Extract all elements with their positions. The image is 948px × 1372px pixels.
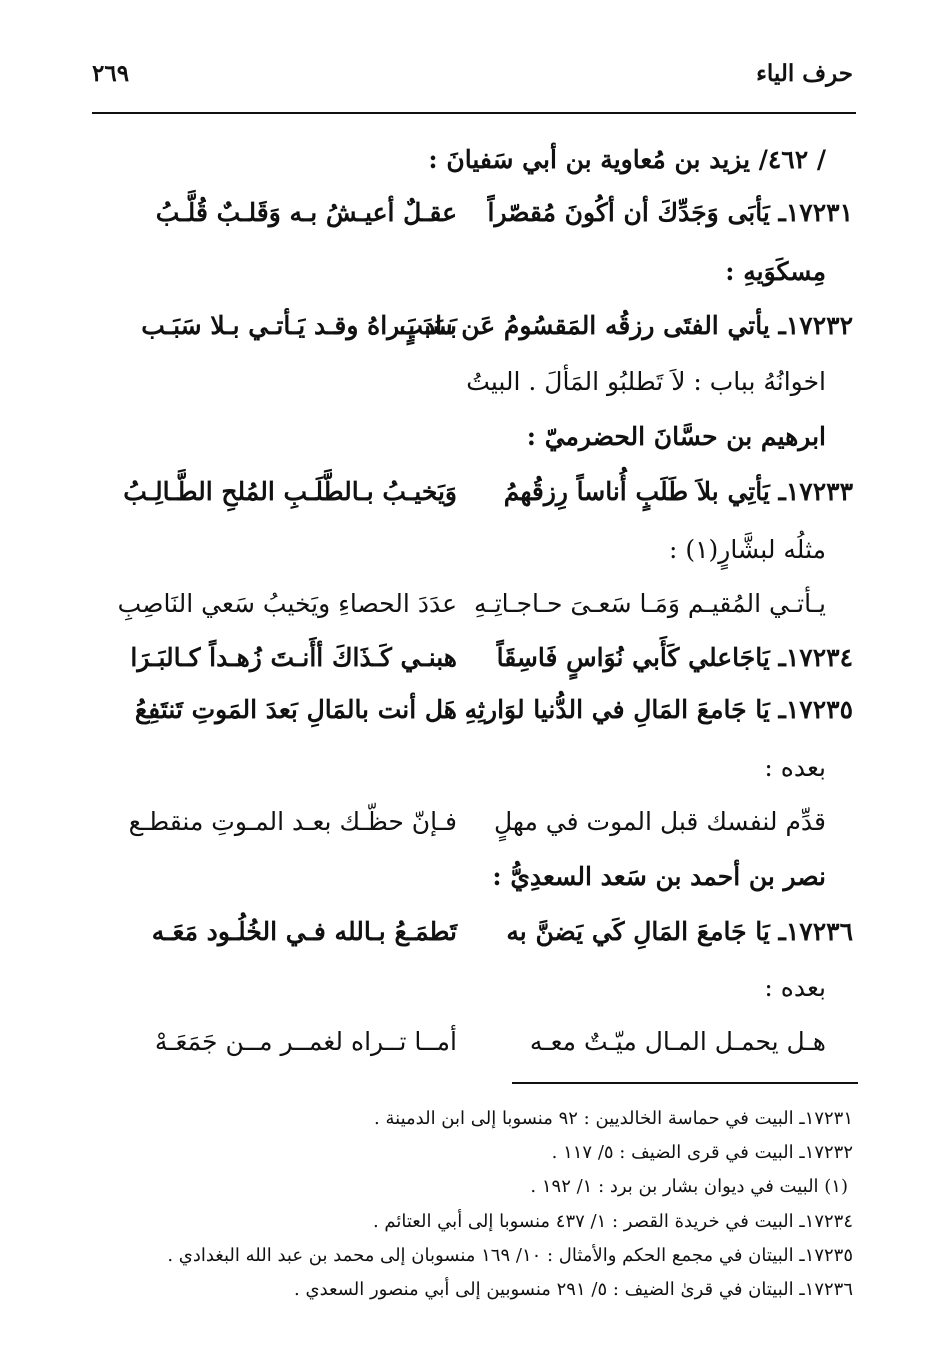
verse-second-hemistich: عدَدَ الحصاءِ ويَخيبُ سَعي النَاصِبِ (117, 589, 457, 618)
verse-line (92, 636, 853, 680)
verse-line (92, 688, 853, 732)
verse-note: بعده : (764, 973, 826, 1002)
verse-second-hemistich: تَطمَـعُ بـالله فـي الخُلُـود مَعَـه (151, 917, 457, 946)
footnote: ١٧٢٣٤ـ البيت في خريدة القصر : ١/ ٤٣٧ منسوبا إلى أبي العتائم . (372, 1211, 853, 1232)
author-heading: نصر بن أحمد بن سَعد السعدِيُّ : (492, 862, 826, 891)
verse-line (92, 304, 853, 348)
author-heading: ابرهيم بن حسَّانَ الحضرميّ : (526, 422, 826, 451)
verse-note: مثلُه لبشَّارٍ(١) : (668, 535, 826, 564)
header-divider (92, 112, 856, 114)
footnote: ١٧٢٣١ـ البيت في حماسة الخالديين : ٩٢ منسوبا إلى ابن الدمينة . (374, 1108, 853, 1129)
verse-line (92, 800, 853, 844)
verse-line (92, 910, 853, 954)
verse-first-hemistich: ١٧٢٣٥ـ يَا جَامعَ المَالِ في الدُّنيا لوَارثِهِ (464, 695, 853, 724)
verse-first-hemistich: ١٧٢٣٦ـ يَا جَامعَ المَالِ كَي يَضنَّ به (506, 917, 853, 946)
verse-second-hemistich: فـإنّ حظّـك بعـد المـوتِ منقطـع (128, 807, 457, 836)
verse-second-hemistich: بَـاد يَـراهُ وقـد يَـأتـي بـلا سَبَـب (141, 311, 457, 340)
verse-second-hemistich: وَيَخيـبُ بـالطَّلَـبِ المُلحِ الطَّـالِـبُ (123, 477, 457, 506)
verse-second-hemistich: أمــا تــراه لغمــر مــن جَمَعَـهْ (154, 1027, 457, 1056)
verse-first-hemistich: يـأتـي المُقيـم وَمَـا سَعـىَ حـاجـاتِـهِ (473, 589, 826, 618)
author-heading: / ٤٦٢/ يزيد بن مُعاوية بن أبي سَفيانَ : (428, 145, 826, 174)
verse-note: اخوانُهُ بباب : لاَ تَطلبُو المَألَ . البيتُ (466, 367, 826, 396)
footnote: ١٧٢٣٥ـ البيتان في مجمع الحكم والأمثال : ١٠/ ١٦٩ منسوبان إلى محمد بن عبد الله البغدادي . (167, 1245, 853, 1266)
verse-first-hemistich: ١٧٢٣٢ـ يأتي الفتَى رزقُه المَقسُومُ عَن سَبَبٍ (399, 311, 853, 340)
running-header-title: حرف الياء (756, 60, 853, 87)
footnote-divider (512, 1082, 858, 1084)
verse-note: بعده : (764, 753, 826, 782)
verse-first-hemistich: ١٧٢٣١ـ يَأبَى وَجَدِّكَ أن أكُونَ مُقصّراً (487, 198, 853, 227)
verse-line (92, 582, 853, 626)
verse-second-hemistich: هَل أنت بالمَالِ بَعدَ المَوتِ تَنتَفِعُ (134, 695, 457, 724)
verse-first-hemistich: هـل يحمـل المـال ميّـتٌ معـه (529, 1027, 826, 1056)
verse-line (92, 1020, 853, 1064)
verse-second-hemistich: عقـلٌ أعيـشُ بـه وَقَلـبٌ قُلَّـبُ (155, 198, 457, 227)
verse-line (92, 470, 853, 514)
verse-first-hemistich: ١٧٢٣٤ـ يَاجَاعلي كَأَبي نُوَاسٍ فَاسِقَاً (496, 643, 853, 672)
footnote: ١٧٢٣٢ـ البيت في قرى الضيف : ٥/ ١١٧ . (551, 1142, 853, 1163)
page-number: ٢٦٩ (92, 60, 130, 87)
author-heading: مِسكَوَيهِ : (725, 257, 826, 286)
footnote: ١٧٢٣٦ـ البيتان في قرىٰ الضيف : ٥/ ٢٩١ منسوبين إلى أبي منصور السعدي . (294, 1279, 853, 1300)
verse-line (92, 191, 853, 235)
verse-second-hemistich: هبنـي كَـذَاكَ أأَنـتَ زُهـداً كـالبَـرَا (130, 643, 457, 672)
verse-first-hemistich: ١٧٢٣٣ـ يَأتِي بلاَ طَلَبٍ أُناساً رِزقُهمُ (503, 477, 853, 506)
footnote: (١) البيت في ديوان بشار بن برد : ١/ ١٩٢ . (530, 1176, 848, 1197)
verse-first-hemistich: قدِّم لنفسك قبل الموت في مهلٍ (494, 807, 826, 836)
